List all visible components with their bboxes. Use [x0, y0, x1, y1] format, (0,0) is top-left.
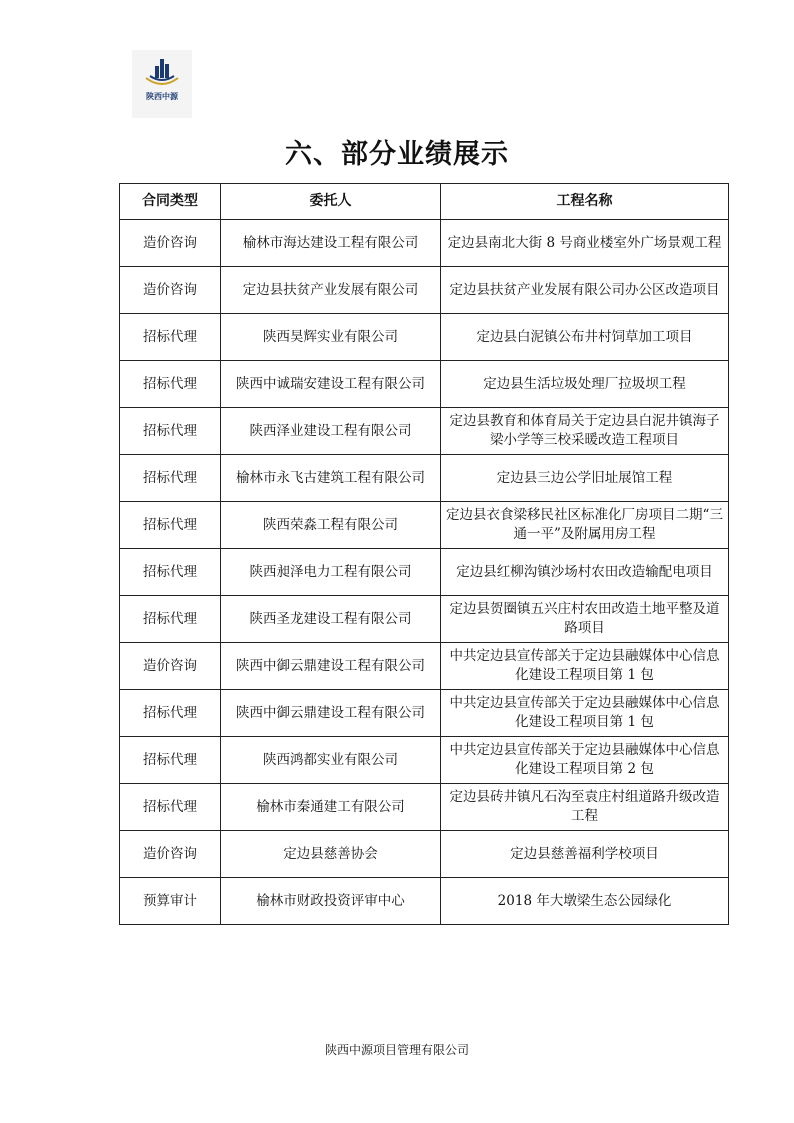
- project-name-cell: 中共定边县宣传部关于定边县融媒体中心信息化建设工程项目第 1 包: [441, 643, 729, 690]
- contract-type-cell: 招标代理: [120, 502, 221, 549]
- table-row: [120, 737, 729, 784]
- project-name-cell: 定边县贺圈镇五兴庄村农田改造土地平整及道路项目: [441, 596, 729, 643]
- client-cell: 陕西中御云鼎建设工程有限公司: [221, 690, 441, 737]
- contract-type-cell: 造价咨询: [120, 267, 221, 314]
- project-name-cell: 定边县慈善福利学校项目: [441, 831, 729, 878]
- contract-type-cell: 招标代理: [120, 596, 221, 643]
- page-title: 六、部分业绩展示: [285, 139, 509, 170]
- table-row: [120, 220, 729, 267]
- project-name-cell: 定边县红柳沟镇沙场村农田改造输配电项目: [441, 549, 729, 596]
- client-cell: 榆林市财政投资评审中心: [221, 878, 441, 925]
- contract-type-cell: 造价咨询: [120, 831, 221, 878]
- project-name-cell: 定边县白泥镇公布井村饲草加工项目: [441, 314, 729, 361]
- contract-type-cell: 造价咨询: [120, 220, 221, 267]
- client-cell: 陕西中诚瑞安建设工程有限公司: [221, 361, 441, 408]
- table-row: [120, 361, 729, 408]
- table-header-row: [120, 184, 729, 220]
- project-name-cell: 中共定边县宣传部关于定边县融媒体中心信息化建设工程项目第 1 包: [441, 690, 729, 737]
- logo-text: 陕西中源: [146, 92, 178, 101]
- project-name-cell: 2018 年大墩梁生态公园绿化: [441, 878, 729, 925]
- contract-type-cell: 预算审计: [120, 878, 221, 925]
- project-name-cell: 定边县生活垃圾处理厂拉圾坝工程: [441, 361, 729, 408]
- contract-type-cell: 招标代理: [120, 408, 221, 455]
- header-client: 委托人: [221, 184, 441, 220]
- client-cell: 陕西昊辉实业有限公司: [221, 314, 441, 361]
- table-row: [120, 314, 729, 361]
- contract-type-cell: 招标代理: [120, 361, 221, 408]
- table-row: [120, 690, 729, 737]
- contract-type-cell: 招标代理: [120, 455, 221, 502]
- client-cell: 陕西圣龙建设工程有限公司: [221, 596, 441, 643]
- contract-type-cell: 造价咨询: [120, 643, 221, 690]
- performance-table: [119, 183, 729, 925]
- client-cell: 榆林市永飞古建筑工程有限公司: [221, 455, 441, 502]
- project-name-cell: 定边县教育和体育局关于定边县白泥井镇海子梁小学等三校采暖改造工程项目: [441, 408, 729, 455]
- footer-company-name: 陕西中源项目管理有限公司: [324, 1043, 469, 1057]
- header-project-name: 工程名称: [441, 184, 729, 220]
- project-name-cell: 定边县砖井镇凡石沟至袁庄村组道路升级改造工程: [441, 784, 729, 831]
- client-cell: 榆林市秦通建工有限公司: [221, 784, 441, 831]
- project-name-cell: 中共定边县宣传部关于定边县融媒体中心信息化建设工程项目第 2 包: [441, 737, 729, 784]
- project-name-cell: 定边县扶贫产业发展有限公司办公区改造项目: [441, 267, 729, 314]
- table-row: [120, 596, 729, 643]
- contract-type-cell: 招标代理: [120, 737, 221, 784]
- table-row: [120, 878, 729, 925]
- project-name-cell: 定边县南北大街 8 号商业楼室外广场景观工程: [441, 220, 729, 267]
- contract-type-cell: 招标代理: [120, 314, 221, 361]
- client-cell: 陕西鸿都实业有限公司: [221, 737, 441, 784]
- company-logo: [132, 50, 192, 118]
- building-logo-icon: [142, 56, 182, 90]
- client-cell: 陕西昶泽电力工程有限公司: [221, 549, 441, 596]
- header-contract-type: 合同类型: [120, 184, 221, 220]
- client-cell: 榆林市海达建设工程有限公司: [221, 220, 441, 267]
- project-name-cell: 定边县三边公学旧址展馆工程: [441, 455, 729, 502]
- table-row: [120, 549, 729, 596]
- client-cell: 陕西荣淼工程有限公司: [221, 502, 441, 549]
- client-cell: 陕西中御云鼎建设工程有限公司: [221, 643, 441, 690]
- table-row: [120, 502, 729, 549]
- table-row: [120, 267, 729, 314]
- contract-type-cell: 招标代理: [120, 690, 221, 737]
- table-row: [120, 784, 729, 831]
- client-cell: 定边县扶贫产业发展有限公司: [221, 267, 441, 314]
- project-name-cell: 定边县衣食梁移民社区标准化厂房项目二期“三通一平”及附属用房工程: [441, 502, 729, 549]
- contract-type-cell: 招标代理: [120, 549, 221, 596]
- client-cell: 定边县慈善协会: [221, 831, 441, 878]
- table-row: [120, 408, 729, 455]
- table-row: [120, 831, 729, 878]
- client-cell: 陕西泽业建设工程有限公司: [221, 408, 441, 455]
- table-row: [120, 455, 729, 502]
- contract-type-cell: 招标代理: [120, 784, 221, 831]
- table-row: [120, 643, 729, 690]
